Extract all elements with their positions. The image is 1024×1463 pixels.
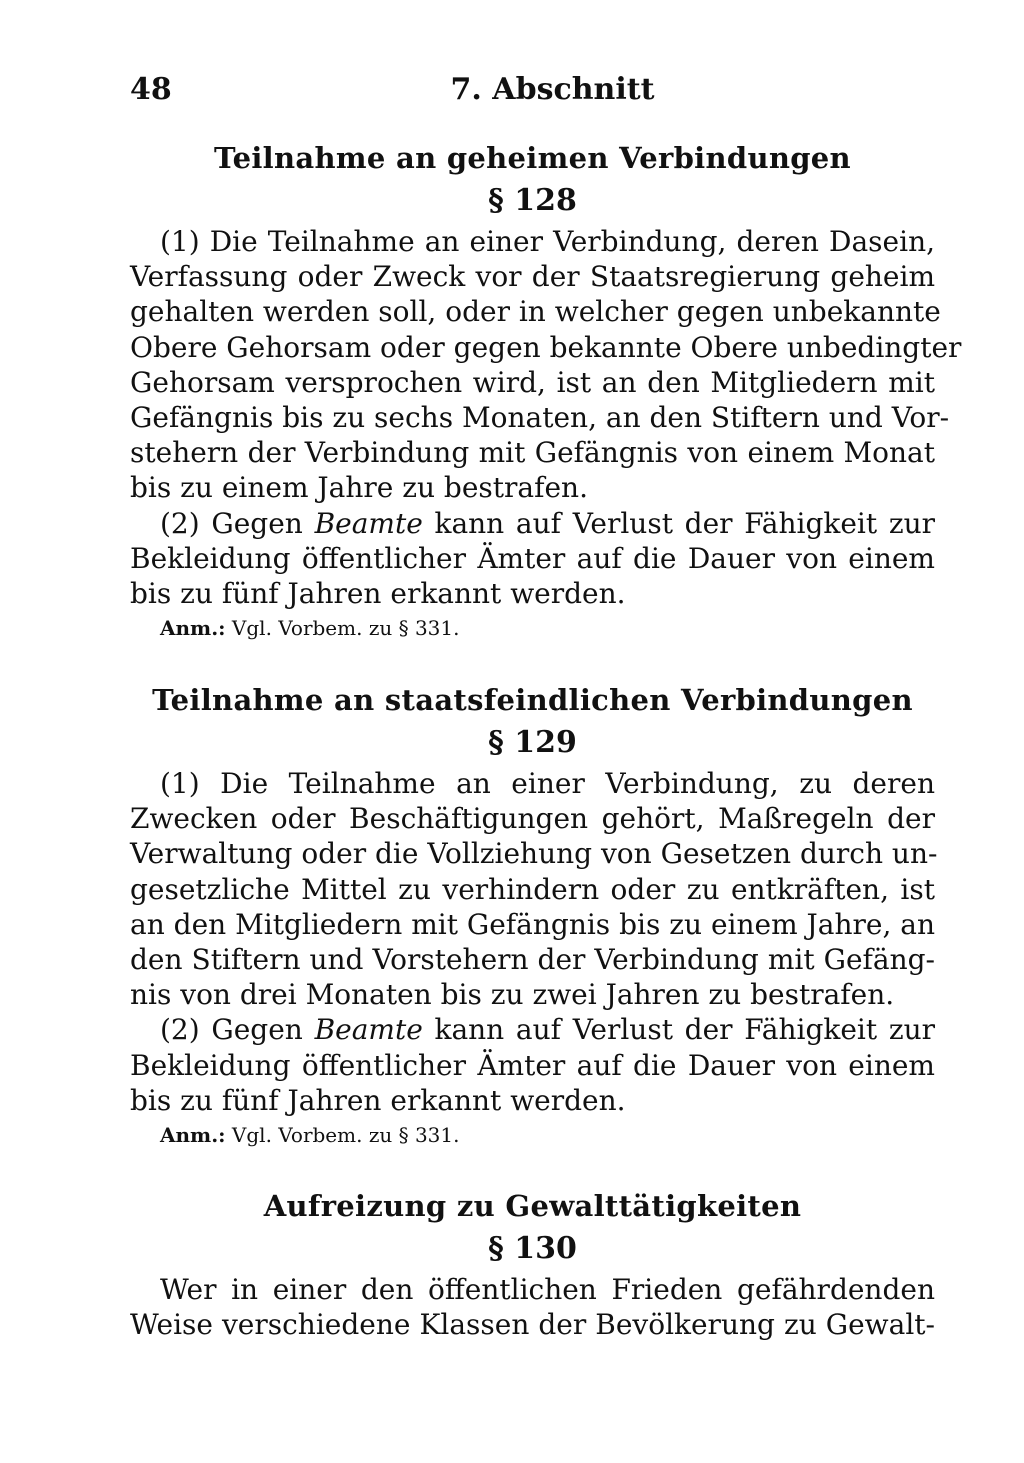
paragraph-number: § 129	[488, 725, 577, 760]
text-line: bis zu einem Jahre zu bestrafen.	[130, 471, 588, 505]
text-line: (2) Gegen Beamte kann auf Verlust der Fähigkeit zur	[160, 1013, 936, 1047]
paragraph-number: § 130	[488, 1231, 577, 1266]
text-line: gesetzliche Mittel zu verhindern oder zu entkräften, ist	[130, 872, 935, 906]
text-line: Obere Gehorsam oder gegen bekannte Obere unbedingter	[130, 330, 962, 364]
text-line: Bekleidung öffentlicher Ämter auf die Dauer von einem	[130, 541, 935, 575]
running-head	[130, 72, 935, 116]
section-heading: Teilnahme an geheimen Verbindungen	[214, 141, 851, 175]
absatz-1	[130, 766, 938, 1012]
annotation-label: Anm.:	[160, 1123, 226, 1148]
annotation-text: Vgl. Vorbem. zu § 331.	[225, 616, 460, 641]
section-129	[130, 680, 938, 1150]
text-line: Zwecken oder Beschäftigungen gehört, Maßregeln der	[130, 802, 935, 836]
text-line: nis von drei Monaten bis zu zwei Jahren zu bestrafen.	[130, 978, 895, 1012]
text-line: stehern der Verbindung mit Gefängnis von einem Monat	[130, 436, 935, 470]
section-heading: Aufreizung zu Gewalttätigkeiten	[263, 1189, 802, 1223]
absatz-1	[130, 1272, 935, 1342]
text-line: Verfassung oder Zweck vor der Staatsregierung geheim	[130, 260, 935, 294]
text-line: an den Mitgliedern mit Gefängnis bis zu einem Jahre, an	[130, 907, 935, 941]
text-line: bis zu fünf Jahren erkannt werden.	[130, 1083, 626, 1117]
text-line: Wer in einer den öffentlichen Frieden gefährdenden	[160, 1273, 935, 1306]
page-number: 48	[130, 72, 172, 107]
text-line: den Stiftern und Vorstehern der Verbindung mit Gefäng-	[130, 943, 935, 977]
text-line: (1) Die Teilnahme an einer Verbindung, deren Dasein,	[160, 225, 935, 258]
absatz-2	[130, 1012, 935, 1118]
section-128	[130, 138, 962, 643]
text-line: Verwaltung oder die Vollziehung von Gesetzen durch un-	[130, 837, 938, 871]
text-line: Bekleidung öffentlicher Ämter auf die Dauer von einem	[130, 1048, 935, 1082]
text-line: bis zu fünf Jahren erkannt werden.	[130, 577, 626, 611]
italic-term: Beamte	[314, 1013, 423, 1047]
absatz-2	[130, 506, 935, 612]
text-line: Gehorsam versprochen wird, ist an den Mitgliedern mit	[130, 365, 935, 399]
annotation	[130, 1120, 935, 1150]
annotation	[130, 613, 935, 643]
text-line: Weise verschiedene Klassen der Bevölkerung zu Gewalt-	[130, 1308, 935, 1342]
annotation-text: Vgl. Vorbem. zu § 331.	[225, 1123, 460, 1148]
annotation-label: Anm.:	[160, 616, 226, 641]
chapter-title: 7. Abschnitt	[450, 72, 655, 107]
section-130	[130, 1186, 935, 1342]
text-line: (1) Die Teilnahme an einer Verbindung, zu deren	[160, 767, 935, 800]
italic-term: Beamte	[314, 506, 423, 540]
paragraph-number: § 128	[488, 183, 577, 218]
section-heading: Teilnahme an staatsfeindlichen Verbindungen	[152, 683, 913, 717]
absatz-1	[130, 224, 962, 506]
text-line: Gefängnis bis zu sechs Monaten, an den Stiftern und Vor-	[130, 401, 950, 435]
text-line: gehalten werden soll, oder in welcher gegen unbekannte	[130, 295, 941, 329]
text-line: (2) Gegen Beamte kann auf Verlust der Fähigkeit zur	[160, 506, 936, 540]
